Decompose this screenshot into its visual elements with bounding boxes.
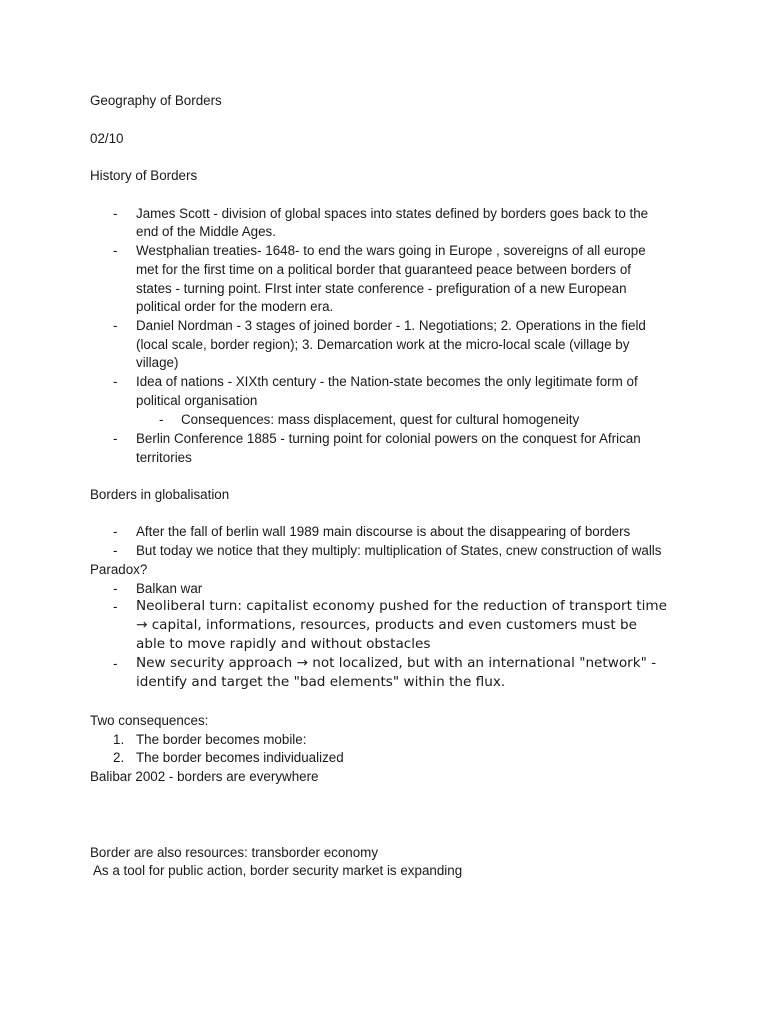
list-item-line: identify and target the "bad elements" within the flux. bbox=[136, 674, 506, 690]
bullet-dash: - bbox=[113, 599, 118, 614]
bullet-dash: - bbox=[113, 656, 118, 671]
sub-list-item-line: Consequences: mass displacement, quest for cultural homogeneity bbox=[181, 412, 580, 427]
list-item-line: Balkan war bbox=[136, 581, 203, 596]
bullet-dash: - bbox=[113, 581, 118, 596]
list-item-line: end of the Middle Ages. bbox=[136, 224, 276, 239]
tool-line: As a tool for public action, border security market is expanding bbox=[90, 863, 463, 878]
bullet-dash: - bbox=[113, 524, 118, 539]
bullet-dash: - bbox=[113, 431, 118, 446]
resources-line: Border are also resources: transborder economy bbox=[90, 845, 379, 860]
list-item-line: James Scott - division of global spaces into states defined by borders goes back to the bbox=[136, 206, 649, 221]
list-item-line: able to move rapidly and without obstacles bbox=[136, 636, 431, 652]
list-item-line: → capital, informations, resources, products and even customers must be bbox=[136, 617, 637, 633]
paradox-label: Paradox? bbox=[90, 562, 148, 577]
bullet-dash: - bbox=[113, 543, 118, 558]
bullet-dash: - bbox=[159, 412, 164, 427]
list-item-line: Neoliberal turn: capitalist economy pushed for the reduction of transport time bbox=[136, 598, 667, 614]
numbered-item-text: The border becomes individualized bbox=[136, 750, 344, 765]
history-heading: History of Borders bbox=[90, 168, 198, 183]
list-item-line: village) bbox=[136, 355, 179, 370]
list-item-line: territories bbox=[136, 450, 192, 465]
item-number: 2. bbox=[113, 750, 125, 765]
list-item-line: met for the first time on a political border that guaranteed peace between borders of bbox=[136, 262, 631, 277]
bullet-dash: - bbox=[113, 318, 118, 333]
item-number: 1. bbox=[113, 732, 125, 747]
consequences-heading: Two consequences: bbox=[90, 713, 209, 728]
bullet-dash: - bbox=[113, 206, 118, 221]
bullet-dash: - bbox=[113, 243, 118, 258]
bullet-dash: - bbox=[113, 374, 118, 389]
balibar-line: Balibar 2002 - borders are everywhere bbox=[90, 769, 319, 784]
document-date: 02/10 bbox=[90, 131, 124, 146]
list-item-line: states - turning point. FIrst inter state conference - prefiguration of a new European bbox=[136, 281, 627, 296]
list-item-line: After the fall of berlin wall 1989 main discourse is about the disappearing of borders bbox=[136, 524, 631, 539]
list-item-line: But today we notice that they multiply: multiplication of States, cnew construction of walls bbox=[136, 543, 662, 558]
list-item-line: (local scale, border region); 3. Demarcation work at the micro-local scale (village by bbox=[136, 337, 630, 352]
list-item-line: Daniel Nordman - 3 stages of joined border - 1. Negotiations; 2. Operations in the field bbox=[136, 318, 646, 333]
list-item-line: New security approach → not localized, but with an international "network" - bbox=[136, 655, 657, 671]
list-item-line: political organisation bbox=[136, 393, 258, 408]
numbered-item-text: The border becomes mobile: bbox=[136, 732, 307, 747]
list-item-line: Idea of nations - XIXth century - the Nation-state becomes the only legitimate form of bbox=[136, 374, 638, 389]
globalisation-heading: Borders in globalisation bbox=[90, 487, 230, 502]
list-item-line: Westphalian treaties- 1648- to end the wars going in Europe , sovereigns of all europe bbox=[136, 243, 646, 258]
list-item-line: Berlin Conference 1885 - turning point for colonial powers on the conquest for African bbox=[136, 431, 641, 446]
list-item-line: political order for the modern era. bbox=[136, 299, 334, 314]
document-title: Geography of Borders bbox=[90, 93, 222, 108]
